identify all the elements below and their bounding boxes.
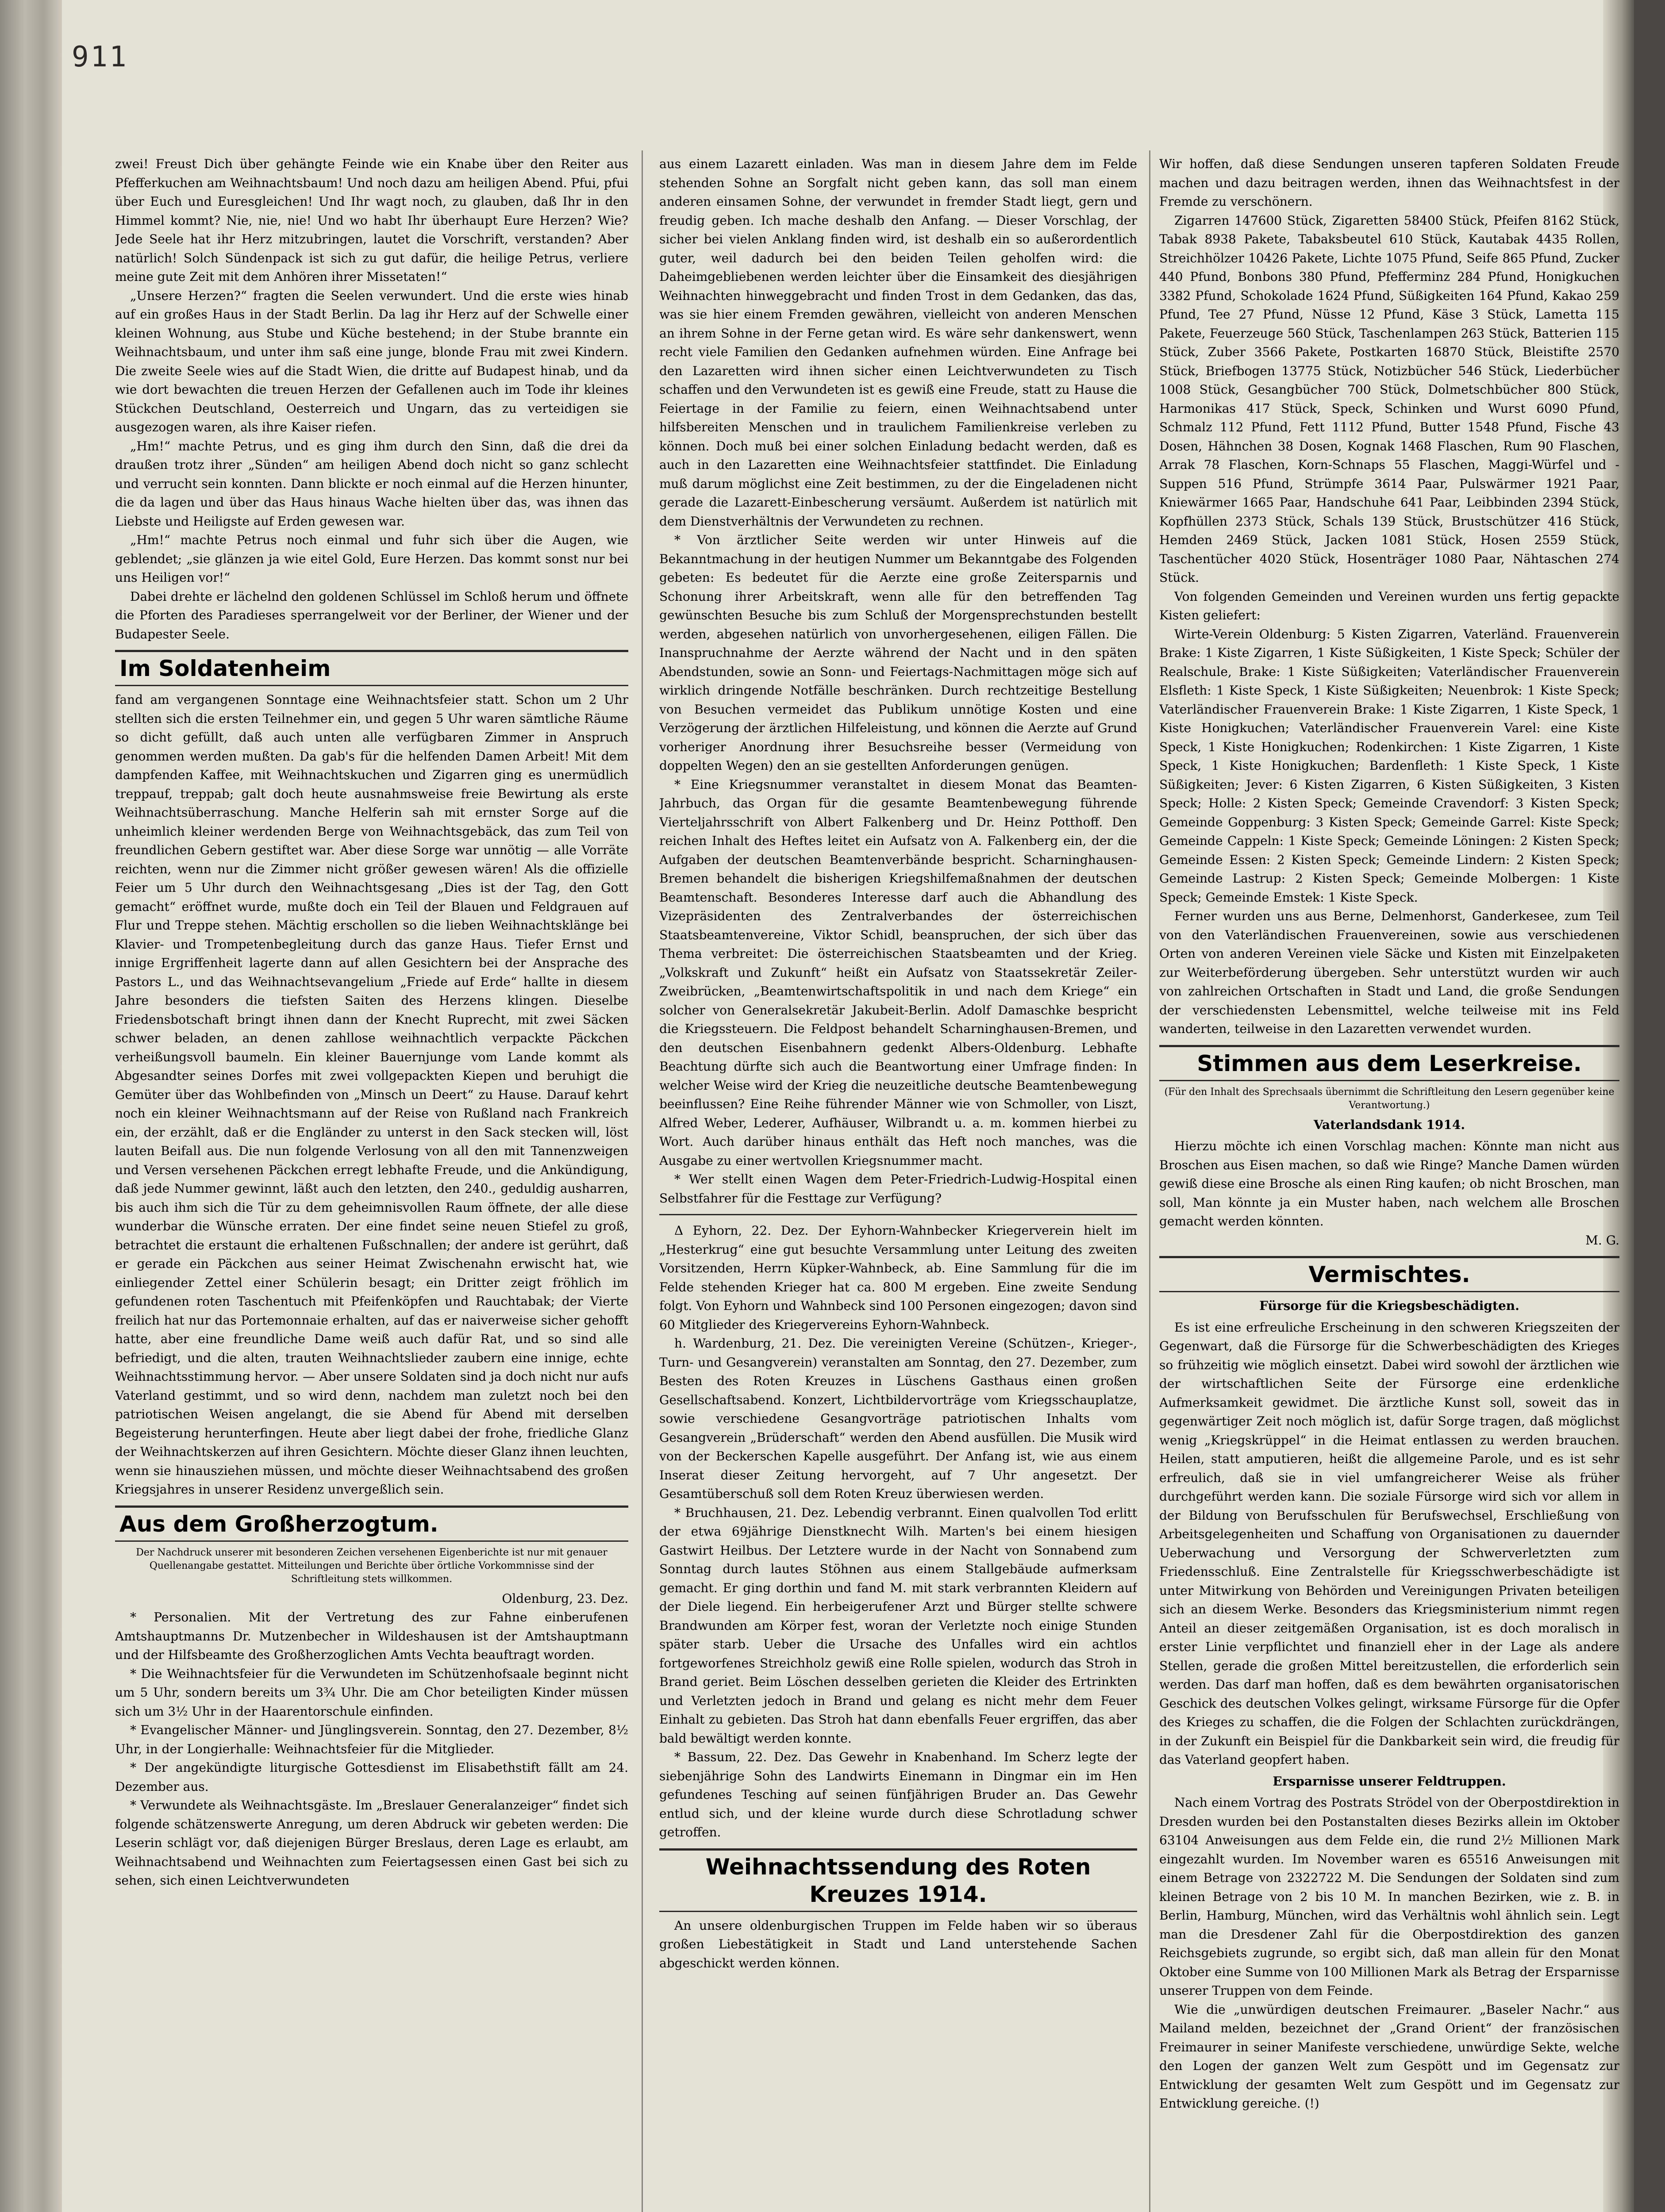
dateline: Oldenburg, 23. Dez. (502, 1591, 628, 1606)
book-spine (0, 0, 62, 2212)
news-item: * Der angekündigte liturgische Gottesdienst im Elisabethstift fällt am 24. Dezember aus. (115, 1760, 628, 1794)
news-item: * Personalien. Mit der Vertretung des zur Fahne einberufenen Amtshauptmanns Dr. Mutzenbecher in Wildeshausen ist der Amtshauptmann und der Hilfsbeamte des Großherzoglichen Amts Vechta beauftragt worden. (115, 1610, 628, 1662)
paragraph: „Hm!“ machte Petrus, und es ging ihm durch den Sinn, daß die drei da draußen trotz ihrer „Sünden“ am heiligen Abend doch nicht so ganz schlecht und verrucht sein konnten. Dann blickte er noch einmal auf die Herzen hinunter, die da lagen und über das Haus hinaus Wache hielten über das, was ihnen das Liebste und Heiligste auf Erden gewesen war. (115, 438, 628, 529)
page-number: 911 (72, 41, 128, 73)
paragraph: Wir hoffen, daß diese Sendungen unseren tapferen Soldaten Freude machen und dazu beitragen werden, ihnen das Weihnachtsfest in der Fremde zu verschönern. (1159, 157, 1619, 209)
news-item: * Evangelischer Männer- und Jünglingsverein. Sonntag, den 27. Dezember, 8½ Uhr, in der Longierhalle: Weihnachtsfeier für die Mitglieder. (115, 1723, 628, 1756)
paragraph: Nach einem Vortrag des Postrats Strödel von der Oberpostdirektion in Dresden wurden bei den Postanstalten dieses Bezirks allein im Oktober 63104 Anweisungen aus dem Felde ein, die rund 2½ Millionen Mark eingezahlt wurden. Im November waren es 65516 Anweisungen mit einem Betrage von 2322722 M. Die Sendungen der Soldaten sind zum kleinen Betrage von 2 bis 10 M. In manchen Bezirken, wie z. B. in Berlin, Hamburg, München, wird das Verhältnis wohl ähnlich sein. Legt man die Dresdener Zahl für die Oberpostdirektion des ganzen Reichsgebiets zugrunde, so ergibt sich, daß man allein für den Monat Oktober eine Summe von 100 Millionen Mark als Betrag der Ersparnisse unserer Truppen von dem Feinde. (1159, 1795, 1619, 1998)
article-title: Fürsorge für die Kriegsbeschädigten. (1259, 1298, 1519, 1313)
paragraph: Wie die „unwürdigen deutschen Freimaurer. „Baseler Nachr.“ aus Mailand melden, bezeichnet der „Grand Orient“ der französischen Freimaurer in seiner Manifeste verschiedene, unwürdige Sekte, welche den Logen der ganzen Welt zum Gespött und im Gegensatz zur Entwicklung der gesamten Welt zum Gespött und im Gegensatz zur Entwicklung gereiche. (!) (1159, 2002, 1619, 2111)
paragraph: * Eine Kriegsnummer veranstaltet in diesem Monat das Beamten-Jahrbuch, das Organ für die gesamte Beamtenbewegung führende Vierteljahrsschrift von Albert Falkenberg und Dr. Heinz Potthoff. Den reichen Inhalt des Heftes leitet ein Aufsatz von A. Falkenberg ein, der die Aufgaben der deutschen Beamtenverbände bespricht. Scharninghausen-Bremen behandelt die bisherigen Kriegshilfemaßnahmen der deutschen Beamtenschaft. Besonderes Interesse darf auch die Abhandlung des Vizepräsidenten des Zentralverbandes der österreichischen Staatsbeamtenvereine, Viktor Schidl, beanspruchen, der sich über das Thema verbreitet: Die österreichischen Staatsbeamten und der Krieg. „Volkskraft und Zukunft“ heißt ein Aufsatz von Staatssekretär Zeiler-Zweibrücken, „Beamtenwirtschaftspolitik in und nach dem Kriege“ ein solcher von Generalsekretär Jakubeit-Berlin. Adolf Damaschke bespricht die Kriegssteuern. Die Feldpost behandelt Scharninghausen-Bremen, und den deutschen Eisenbahnern gedenkt Albers-Oldenburg. Lebhafte Beachtung dürfte sich auch die Beantwortung einer Umfrage finden: In welcher Weise wird der Krieg die neuzeitliche deutsche Beamtenbewegung beeinflussen? Eine Reihe führender Männer wie von Schmoller, von Liszt, Alfred Weber, Lederer, Aufhäuser, Wilbrandt u. a. m. kommen hierbei zu Wort. Auch darüber hinaus enthält das Heft noch manches, was die Ausgabe zu einer wertvollen Kriegsnummer macht. (659, 777, 1137, 1168)
paragraph: Ferner wurden uns aus Berne, Delmenhorst, Ganderkesee, zum Teil von den Vaterländischen Frauenvereinen, sowie aus verschiedenen Orten von anderen Vereinen viele Säcke und Kisten mit Einzelpaketen zur Weiterbeförderung übergeben. Sehr unterstützt wurden wir auch von zahlreichen Ortschaften in Stadt und Land, die große Sendungen der verschiedensten Lebensmittel, welche teilweise mit ins Feld wanderten, teilweise in den Lazaretten verwendet wurden. (1159, 909, 1619, 1036)
section-heading: Im Soldatenheim (115, 650, 628, 686)
column-rule (1149, 150, 1150, 2212)
paragraph: fand am vergangenen Sonntage eine Weihnachtsfeier statt. Schon um 2 Uhr stellten sich die ersten Teilnehmer ein, und gegen 5 Uhr waren sämtliche Räume so dicht gefüllt, daß auch unten alle verfügbaren Zimmer in Anspruch genommen werden mußten. Da gab's für die helfenden Damen Arbeit! Mit dem dampfenden Kaffee, mit Weihnachtskuchen und Zigarren ging es unermüdlich treppauf, treppab; galt doch heute ausnahmsweise freie Bewirtung als erste Weihnachtsüberraschung. Manche Helferin sah mit ernster Sorge auf die unheimlich kleiner werdenden Berge von Weihnachtsgebäck, das zum Teil von freundlichen Gebern gestiftet war. Aber diese Sorge war unnötig — alle Vorräte reichten, wenn nur die Zimmer nicht größer gewesen wären! Als die offizielle Feier um 5 Uhr durch den Weihnachtsgesang „Dies ist der Tag, den Gott gemacht“ eröffnet wurde, mußte doch ein Teil der Blauen und Feldgrauen auf Flur und Treppe stehen. Mächtig erschollen so die lieben Weihnachtsklänge bei Klavier- und Trompetenbegleitung durch das ganze Haus. Tiefer Ernst und innige Ergriffenheit lagerte dann auf allen Gesichtern bei der Ansprache des Pastors L., und das Weihnachtsevangelium „Friede auf Erde“ hallte in diesem Jahre besonders die tiefsten Saiten des Herzens klingen. Dieselbe Friedensbotschaft bringt ihnen dann der Knecht Ruprecht, mit zwei Säcken schwer beladen, an denen zahllose weihnachtlich verpackte Päckchen verheißungsvoll baumeln. Ein kleiner Bauernjunge vom Lande kommt als Abgesandter seines Dorfes mit zwei vollgepackten Kiepen und beruhigt die Gemüter über das Wohlbefinden von „Minsch un Deert“ zu Hause. Darauf kehrt noch ein kleiner Weihnachtsmann auf der Reise von Rußland nach Frankreich ein, der erzählt, daß er die Engländer zu unterst in den Sack stecken will, löst lauten Beifall aus. Die nun folgende Verlosung von all den mit Tannenzweigen und Versen versehenen Päckchen erregt lebhafte Freude, und die Ankündigung, daß jede Nummer gewinnt, läßt auch den letzten, den 240., geduldig ausharren, bis auch ihm sich die Tür zu dem geheimnisvollen Raum öffnete, der alle diese wunderbar die Wünsche erraten. Der eine findet seine neuen Stiefel zu groß, betrachtet die erstaunt die erhaltenen Fußschnallen; der andere ist gerührt, daß er gerade ein Päckchen aus seiner Heimat Zwischenahn erwischt hat, wie einliegender Zettel einer Schülerin besagt; ein Dritter zeigt fröhlich im gefundenen roten Taschentuch mit Pfeifenköpfen und Rauchtabak; der Vierte freilich hat nur das Portemonnaie erhalten, auf das er naiverweise sicher gehofft hatte, aber eine freundliche Dame weiß auch dafür Rat, und so sind alle befriedigt, und die alten, trauten Weihnachtslieder zaubern eine innige, echte Weihnachtsstimmung hervor. — Aber unsere Soldaten sind ja doch nicht nur aufs Vaterland gestimmt, und so wird denn, nachdem man zuletzt noch bei den patriotischen Weisen angelangt, die sie Abend für Abend mit derselben Begeisterung herunterfingen. Heute aber liegt dabei der frohe, friedliche Glanz der Weihnachtskerzen auf ihren Gesichtern. Möchte dieser Glanz ihnen leuchten, wenn sie hinausziehen müssen, und möchte dieser Weihnachtsabend des großen Kriegsjahres in unserer Residenz unvergeßlich sein. (115, 692, 628, 1497)
paragraph: * Wer stellt einen Wagen dem Peter-Friedrich-Ludwig-Hospital einen Selbstfahrer für die Festtage zur Verfügung? (659, 1172, 1137, 1206)
column-2 (659, 155, 1137, 2212)
donor-list: Wirte-Verein Oldenburg: 5 Kisten Zigarren, Vaterländ. Frauenverein Brake: 1 Kiste Zigarren, 1 Kiste Süßigkeiten, 1 Kiste Speck; Schüler der Realschule, Brake: 1 Kiste Süßigkeiten; Vaterländischer Frauenverein Elsfleth: 1 Kiste Speck, 1 Kiste Süßigkeiten; Neuenbrok: 1 Kiste Speck; Vaterländischer Frauenverein Brake: 1 Kiste Zigarren, 1 Kiste Speck, 1 Kiste Honigkuchen; Vaterländischer Frauenverein Varel: eine Kiste Speck, 1 Kiste Honigkuchen; Rodenkirchen: 1 Kiste Zigarren, 1 Kiste Speck, 1 Kiste Honigkuchen; Bardenfleth: 1 Kiste Speck, 1 Kiste Süßigkeiten; Jever: 6 Kisten Zigarren, 6 Kisten Süßigkeiten, 3 Kisten Speck; Holle: 2 Kisten Speck; Gemeinde Cravendorf: 3 Kisten Speck; Gemeinde Goppenburg: 3 Kisten Speck; Gemeinde Garrel: Kiste Speck; Gemeinde Cappeln: 1 Kiste Speck; Gemeinde Löningen: 2 Kisten Speck; Gemeinde Essen: 2 Kisten Speck; Gemeinde Lindern: 2 Kisten Speck; Gemeinde Lastrup: 2 Kisten Speck; Gemeinde Molbergen: 1 Kiste Speck; Gemeinde Emstek: 1 Kiste Speck. (1159, 626, 1619, 905)
paragraph: * Von ärztlicher Seite werden wir unter Hinweis auf die Bekanntmachung in der heutigen Nummer um Bekanntgabe des Folgenden gebeten: Es bedeutet für die Aerzte eine große Zeitersparnis und Schonung ihrer Arbeitskraft, wenn alle für den betreffenden Tag gewünschten Besuche bis zum Schluß der Morgensprechstunden bestellt werden, abgesehen natürlich von unvorhergesehenen, eiligen Fällen. Die Inanspruchnahme der Aerzte während der Nacht und in den späten Abendstunden, sowie an Sonn- und Feiertags-Nachmittagen möge sich auf wirklich dringende Notfälle beschränken. Durch rechtzeitige Bestellung von Besuchen vermeidet das Publikum unnötige Kosten und eine Verzögerung der ärztlichen Hilfeleistung, und können die Aerzte auf Grund vorheriger Anordnung ihrer Besuchsreihe besser (Vermeidung von doppelten Wegen) den an sie gestellten Anforderungen genügen. (659, 533, 1137, 773)
donation-list: Zigarren 147600 Stück, Zigaretten 58400 Stück, Pfeifen 8162 Stück, Tabak 8938 Pakete, Tabaksbeutel 610 Stück, Kautabak 4435 Rollen, Streichhölzer 10426 Pakete, Lichte 1075 Pfund, Seife 865 Pfund, Zucker 440 Pfund, Bonbons 380 Pfund, Pfefferminz 284 Pfund, Honigkuchen 3382 Pfund, Schokolade 1624 Pfund, Süßigkeiten 164 Pfund, Kakao 259 Pfund, Tee 27 Pfund, Nüsse 12 Pfund, Käse 3 Stück, Lametta 115 Pakete, Feuerzeuge 560 Stück, Taschenlampen 263 Stück, Batterien 115 Stück, Zuber 3566 Pakete, Postkarten 16870 Stück, Bleistifte 2570 Stück, Briefbogen 13775 Stück, Notizbücher 546 Stück, Liederbücher 1008 Stück, Gesangbücher 700 Stück, Dolmetschbücher 800 Stück, Harmonikas 417 Stück, Speck, Schinken und Wurst 6090 Pfund, Schmalz 112 Pfund, Fett 1112 Pfund, Butter 1548 Pfund, Fische 43 Dosen, Hähnchen 38 Dosen, Kognak 1468 Flaschen, Rum 90 Flaschen, Arrak 78 Flaschen, Korn-Schnaps 55 Flaschen, Maggi-Würfel und -Suppen 516 Pfund, Strümpfe 3614 Paar, Pulswärmer 1921 Paar, Kniewärmer 1665 Paar, Handschuhe 641 Paar, Leibbinden 2394 Stück, Kopfhüllen 2373 Stück, Schals 139 Stück, Brustschützer 416 Stück, Hemden 2469 Stück, Jacken 1081 Stück, Hosen 2559 Stück, Taschentücher 4020 Stück, Hosenträger 1080 Paar, Nähtaschen 274 Stück. (1159, 213, 1619, 585)
paragraph: Von folgenden Gemeinden und Vereinen wurden uns fertig gepackte Kisten geliefert: (1159, 589, 1619, 622)
local-news: * Bruchhausen, 21. Dez. Lebendig verbrannt. Einen qualvollen Tod erlitt der etwa 69jährige Dienstknecht Wilh. Marten's bei einem hiesigen Gastwirt Heilbus. Der Letztere wurde in der Nacht von Sonnabend zum Sonntag durch lautes Stöhnen aus einem Stallgebäude aufmerksam gemacht. Er ging dorthin und fand M. mit stark verbrannten Kleidern auf der Diele liegend. Ein herbeigerufener Arzt und Bürger stellte schwere Brandwunden am Körper fest, woran der Verletzte noch einige Stunden später starb. Ueber die Ursache des Unfalles wird ein achtlos fortgeworfenes Streichholz gewiß eine Rolle spielen, wodurch das Stroh in Brand geriet. Beim Löschen desselben gerieten die Kleider des Ertrinkten und Verletzten jedoch in Brand und gelang es nicht mehr dem Feuer Einhalt zu gebieten. Das Stroh hat dann ebenfalls Feuer ergriffen, das aber bald bewältigt werden konnte. (659, 1505, 1137, 1746)
section-heading: Weihnachtssendung des Roten Kreuzes 1914. (659, 1848, 1137, 1912)
paragraph: zwei! Freust Dich über gehängte Feinde wie ein Knabe über den Reiter aus Pfefferkuchen am Weihnachtsbaum! Und noch dazu am heiligen Abend. Pfui, pfui über Euch und Euresgleichen! Und Ihr wagt noch, zu glauben, daß Ihr in den Himmel kommt? Nie, nie, nie! Und wo habt Ihr überhaupt Eure Herzen? Wie? Jede Seele hat ihr Herz mitzubringen, lautet die Vorschrift, verstanden? Aber natürlich! Solch Sündenpack ist sich zu gut dafür, die heilige Petrus, verliere meine gute Zeit mit dem Anhören ihrer Missetaten!“ (115, 157, 628, 284)
local-news: Δ Eyhorn, 22. Dez. Der Eyhorn-Wahnbecker Kriegerverein hielt im „Hesterkrug“ eine gut besuchte Versammlung unter Leitung des zweiten Vorsitzenden, Herrn Küpker-Wahnbeck, ab. Eine Sammlung für die im Felde stehenden Krieger hat ca. 800 M ergeben. Eine zweite Sendung folgt. Von Eyhorn und Wahnbeck sind 100 Personen eingezogen; davon sind 60 Mitglieder des Kriegervereins Eyhorn-Wahnbeck. (659, 1223, 1137, 1332)
signature: M. G. (1585, 1233, 1619, 1248)
paragraph: Dabei drehte er lächelnd den goldenen Schlüssel im Schloß herum und öffnete die Pforten des Paradieses sperrangelweit vor der Berliner, der Wiener und der Budapester Seele. (115, 589, 628, 641)
news-item: * Die Weihnachtsfeier für die Verwundeten im Schützenhofsaale beginnt nicht um 5 Uhr, sondern bereits um 3¾ Uhr. Die am Chor beteiligten Kinder müssen sich um 3½ Uhr in der Haarentorschule einfinden. (115, 1666, 628, 1719)
paragraph: „Unsere Herzen?“ fragten die Seelen verwundert. Und die erste wies hinab auf ein großes Haus in der Stadt Berlin. Da lag ihr Herz auf der Schwelle einer kleinen Wohnung, aus Stube und Küche bestehend; in der Stube brannte ein Weihnachtsbaum, und unter ihm saß eine junge, blonde Frau mit zwei Kindern. Die zweite Seele wies auf die Stadt Wien, die dritte auf Budapest hinab, und da wie dort bewachten die treuen Herzen der Gefallenen auch im Tode ihr kleines Stückchen Deutschland, Oesterreich und Ungarn, das zu verteidigen sie ausgezogen waren, als ihre Kaiser riefen. (115, 288, 628, 434)
paragraph: An unsere oldenburgischen Truppen im Felde haben wir so überaus großen Liebestätigkeit in Stadt und Land unterstehende Sachen abgeschickt werden können. (659, 1918, 1137, 1970)
column-3 (1159, 155, 1619, 2212)
news-item: * Verwundete als Weihnachtsgäste. Im „Breslauer Generalanzeiger“ findet sich folgende schätzenswerte Anregung, um deren Abdruck wir gebeten werden: Die Leserin schlägt vor, daß diejenigen Bürger Breslaus, deren Lage es erlaubt, am Weihnachtsabend und Weihnachten zum Feiertagsessen einen Gast bei sich zu sehen, sich einen Leichtverwundeten (115, 1798, 628, 1888)
column-1 (115, 155, 628, 2212)
article-title: Ersparnisse unserer Feldtruppen. (1273, 1774, 1506, 1789)
article-title: Vaterlandsdank 1914. (1313, 1117, 1465, 1132)
divider (659, 1214, 1137, 1215)
local-news: * Bassum, 22. Dez. Das Gewehr in Knabenhand. Im Scherz legte der siebenjährige Sohn des Landwirts Einemann in Dingmar ein im Hen gefundenes Tesching auf seinen fünfjährigen Bruder an. Das Gewehr entlud sich, und der kleine wurde durch diese Schrotladung schwer getroffen. (659, 1750, 1137, 1839)
disclaimer: (Für den Inhalt des Sprechsaals übernimmt die Schriftleitung den Lesern gegenüber keine Verantwortung.) (1164, 1086, 1615, 1111)
paragraph: Es ist eine erfreuliche Erscheinung in den schweren Kriegszeiten der Gegenwart, daß die Fürsorge für die Schwerbeschädigten des Krieges so frühzeitig wie möglich einsetzt. Dabei wird sowohl der ärztlichen wie der wirtschaftlichen Seite der Fürsorge eine erdenkliche Aufmerksamkeit gewidmet. Die ärztliche Kunst soll, soweit das in gegenwärtiger Zeit noch möglich ist, dafür Sorge tragen, daß möglichst wenig „Kriegskrüppel“ in die Heimat entlassen zu werden brauchen. Heilen, statt amputieren, heißt die allgemeine Parole, und es ist sehr erfreulich, daß sie in viel umfangreicherer Weise als früher durchgeführt werden kann. Die soziale Fürsorge wird sich vor allem in der Bildung von Berufsschulen für Berufswechsel, Erschließung von Arbeitsgelegenheiten und Schaffung von Organisationen zu dauernder Ueberwachung und Versorgung der Schwerverletzten zum Friedensschluß. Eine Zentralstelle für Kriegsschwerbeschädigte ist unter Mitwirkung von Behörden und Vereinigungen Privaten beteiligen sich an diesem Werke. Besonders das Kriegsministerium nimmt regen Anteil an dieser zeitgemäßen Organisation, ist es doch moralisch in erster Linie verpflichtet und finanziell eher in der Lage als andere Stellen, gerade die großen Mittel bereitzustellen, die erforderlich sein werden. Das darf man hoffen, daß es dem bewährten organisatorischen Geschick des deutschen Volkes gelingt, wirksame Fürsorge für die Opfer des Krieges zu schaffen, die die Folgen der Schlachten zurückdrängen, in der Zukunft ein Beispiel für die Dankbarkeit sein wird, die freudig für das Vaterland geopfert haben. (1159, 1320, 1619, 1767)
section-heading: Vermischtes. (1159, 1256, 1619, 1292)
paragraph: aus einem Lazarett einladen. Was man in diesem Jahre dem im Felde stehenden Sohne an Sorgfalt nicht geben kann, das soll man einem anderen einsamen Sohne, der verwundet in fremder Stadt liegt, gern und freudig geben. Ich mache deshalb den Anfang. — Dieser Vorschlag, der sicher bei vielen Anklang finden wird, ist deshalb ein so außerordentlich guter, weil dadurch bei den beiden Teilen geholfen wird: die Daheimgebliebenen werden leichter über die Einsamkeit des diesjährigen Weihnachten hinweggebracht und finden Trost in dem Gedanken, das das, was sie hier einem Fremden gewähren, vielleicht von anderen Menschen an ihrem Sohne in der Ferne getan wird. Es wäre sehr dankenswert, wenn recht viele Familien den Gedanken aufnehmen würden. Eine Anfrage bei den Lazaretten wird ihnen sicher einen Leichtverwundeten zu Tisch schaffen und den Verwundeten ist es gewiß eine Freude, statt zu Hause die Feiertage in der Familie zu feiern, einen Weihnachtsabend unter hilfsbereiten Menschen und in traulichem Familienkreise verleben zu können. Doch muß bei einer solchen Einladung bedacht werden, daß es auch in den Lazaretten eine Weihnachtsfeier stattfindet. Die Einladung muß darum möglichst eine Zeit bestimmen, zu der die Eingeladenen nicht gerade die Lazarett-Einbescherung versäumt. Außerdem ist natürlich mit dem Dienstverhältnis der Verwundeten zu rechnen. (659, 157, 1137, 529)
column-rule (642, 150, 643, 2212)
section-heading: Stimmen aus dem Leserkreise. (1159, 1045, 1619, 1081)
section-heading: Aus dem Großherzogtum. (115, 1505, 628, 1542)
paragraph: „Hm!“ machte Petrus noch einmal und fuhr sich über die Augen, wie geblendet; „sie glänzen ja wie eitel Gold, Eure Herzen. Das kommt sonst nur bei uns Heiligen vor!“ (115, 533, 628, 585)
reprint-notice: Der Nachdruck unserer mit besonderen Zeichen versehenen Eigenberichte ist nur mit genauer Quellenangabe gestattet. Mitteilungen und Berichte über örtliche Vorkommnisse sind der Schriftleitung stets willkommen. (136, 1547, 608, 1585)
local-news: h. Wardenburg, 21. Dez. Die vereinigten Vereine (Schützen-, Krieger-, Turn- und Gesangverein) veranstalten am Sonntag, den 27. Dezember, zum Besten des Roten Kreuzes in Lüschens Gasthaus einen großen Gesellschaftsabend. Konzert, Lichtbildervorträge vom Kriegsschauplatze, sowie verschiedene Gesangvorträge patriotischen Inhalts vom Gesangverein „Brüderschaft“ werden den Abend ausfüllen. Die Musik wird von der Beckerschen Kapelle ausgeführt. Der Anfang ist, wie aus einem Inserat dieser Zeitung hervorgeht, auf 7 Uhr angesetzt. Der Gesamtüberschuß soll dem Roten Kreuz überwiesen werden. (659, 1336, 1137, 1501)
paragraph: Hierzu möchte ich einen Vorschlag machen: Könnte man nicht aus Broschen aus Eisen machen, so daß wie Ringe? Manche Damen würden gewiß diese eine Brosche als einen Ring kaufen; ob nicht Broschen, man soll, Man könnte ja ein Muster haben, nach welchem alle Broschen gemacht werden könnten. (1159, 1139, 1619, 1229)
